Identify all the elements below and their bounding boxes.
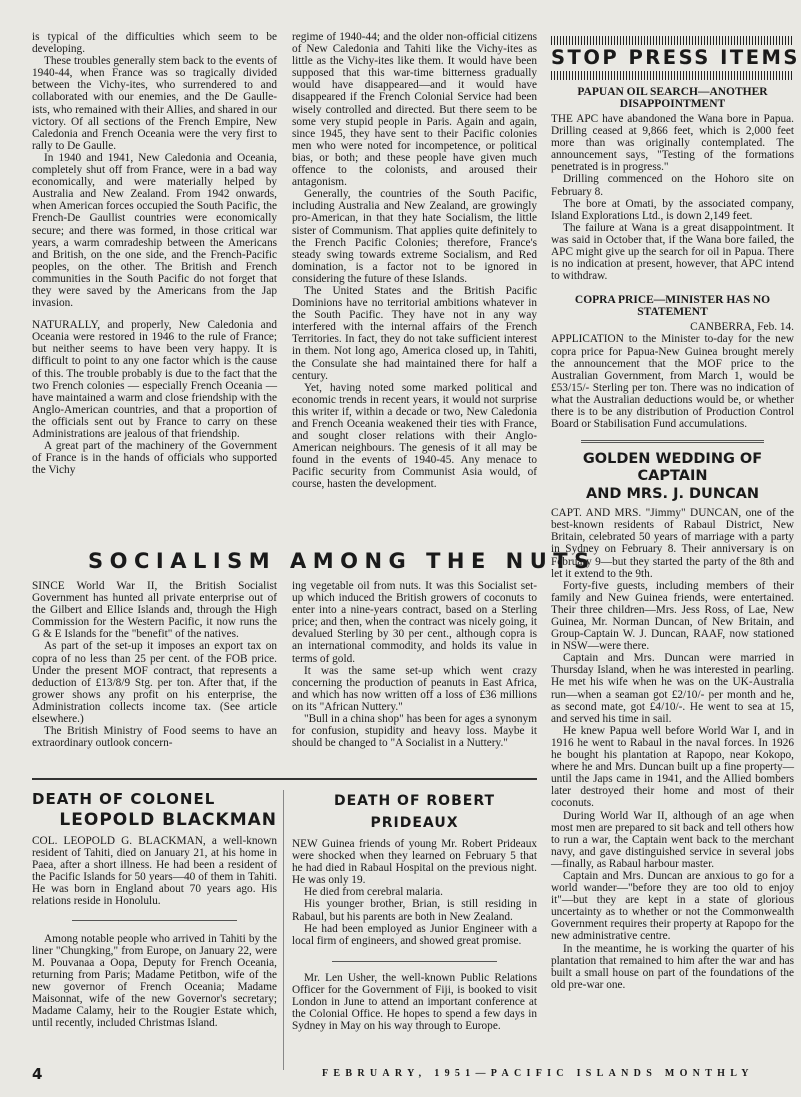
footer-text: FEBRUARY, 1951—PACIFIC ISLANDS MONTHLY: [322, 1068, 754, 1079]
paragraph: Forty-five guests, including members of their family and New Guinea friends, were entertained. Their three children—Mrs. Jess Ross, of Lae, New Guinea, Mr. Norman Duncan, of New Britain, and Group-Captain W. J. Duncan, RAAF, now stationed in NSW—were there.: [551, 579, 794, 653]
paragraph: NATURALLY, and properly, New Caledonia and Oceania were restored in 1946 to the rule of France; but neither seems to have been very happy. It is difficult to point to any one factor which is the cause of this. The trouble probably is due to the fact that the two French colonies — especially French Oceania — have maintained a warm and close friendship with the Anglo-American countries, and that a proportion of the officials sent out by France to carry on these Administrations are jealous of that friendship.: [32, 319, 277, 440]
oil-heading: PAPUAN OIL SEARCH—ANOTHER DISAPPOINTMENT: [577, 86, 768, 110]
socialism-col-1: [32, 580, 277, 749]
paragraph: As part of the set-up it imposes an export tax on copra of no less than 25 per cent. of the FOB price. Under the present MOF contract, that represents a deduction of £13/8/9 Stg. per ton. After that, if the grower shows any profit on his enterprise, the Administration collects income tax. (See article elsewhere.): [32, 640, 277, 726]
paragraph: ing vegetable oil from nuts. It was this Socialist set-up which induced the British growers of coconuts to enter into a nine-years contract, based on a Sterling price; and then, when the contract was nicely going, it devalued Sterling by 30 per cent., although copra is an international commodity, and holds its value in terms of gold.: [292, 580, 537, 665]
paragraph: THE APC have abandoned the Wana bore in Papua. Drilling ceased at 9,866 feet, which is 2,000 feet more than was originally contemplated. The announcement says, "Testing of the formations penetrated is in progress.": [551, 113, 794, 174]
paragraph: During World War II, although of an age when most men are prepared to sit back and tell others how to run a war, the Captain went back to the merchant navy, and gave distinguished service in several jobs—finally, as Rabaul harbour master.: [551, 809, 794, 870]
article-col-1: [32, 31, 277, 476]
divider: [581, 442, 764, 443]
paragraph: NEW Guinea friends of young Mr. Robert Prideaux were shocked when they learned on February 5 that he had died in Rabaul Hospital on the previous night. He was only 19.: [292, 838, 537, 887]
paragraph: The United States and the British Pacific Dominions have no territorial ambitions whatever in the South Pacific. They have not in any way interfered with the internal affairs of the French Territories. In fact, they do not take sufficient interest in them. Not long ago, America closed up, in Tahiti, the Consulate she had maintained there for half a century.: [292, 284, 537, 382]
decorative-hatch: [551, 36, 794, 45]
blackman-heading-2: LEOPOLD BLACKMAN: [59, 810, 277, 830]
paragraph: Yet, having noted some marked political and economic trends in recent years, it would not surprise this writer if, within a decade or two, New Caledonia and French Oceania weakened their ties with France, and sought closer relations with their Anglo-American neighbours. The genesis of it all may be found in the events of 1940-45. Any menace to Pacific security from Communist Asia would, of course, hasten the development.: [292, 381, 537, 491]
copra-heading: COPRA PRICE—MINISTER HAS NO STATEMENT: [574, 294, 771, 319]
paragraph: The British Ministry of Food seems to have an extraordinary outlook concern-: [32, 725, 277, 750]
prideaux-col: [292, 790, 537, 1032]
stop-press-title: STOP PRESS ITEMS: [551, 46, 800, 69]
divider: [332, 961, 497, 962]
paragraph: The failure at Wana is a great disappointment. It was said in October that, if the Wana bore failed, the APC might give up the search for oil in Papua. There is no indication at present, however, that APC intend to withdraw.: [551, 221, 794, 283]
divider: [581, 440, 764, 441]
paragraph: Among notable people who arrived in Tahiti by the liner "Chungking," from Europe, on January 22, were M. Pouvanaa a Oopa, Deputy for French Oceania, returning from Paris; Madame Petitbon, wife of the new governor of French Oceania; Madame Maisonnat, wife of the new Governor's secretary; Madame Calamy, heir to the Rougier Estate which, until recently, included Christmas Island.: [32, 932, 277, 1030]
paragraph: Captain and Mrs. Duncan were married in Thursday Island, when he was interested in pearling. He met his wife when he was on the UK-Australia run—when a seaman got £2/10/- per month and he, as second mate, got £4/10/-. He went to sea at 15, and served his time in sail.: [551, 652, 794, 725]
paragraph: SINCE World War II, the British Socialist Government has hunted all private enterprise out of the Gilbert and Ellice Islands and, through the High Commission for the Western Pacific, it now runs the G & E Islands for the "benefit" of the natives.: [32, 580, 277, 641]
page-number: 4: [32, 1065, 43, 1083]
socialism-heading: SOCIALISM AMONG THE NUTS: [88, 549, 596, 573]
paragraph: Generally, the countries of the South Pacific, including Australia and New Zealand, are growingly pro-American, in that they hate Socialism, the little sister of Communism. That applies quite definitely to the French Pacific Colonies; therefore, France's steady swing towards extreme Socialism, and Red domination, is a factor not to be ignored in considering the future of these Islands.: [292, 188, 537, 285]
socialism-col-2: [292, 580, 537, 749]
article-col-2: [292, 31, 537, 491]
paragraph: APPLICATION to the Minister to-day for the new copra price for Papua-New Guinea brought merely the announcement that the MOF price to the Australian Government, from March 1, would be £53/15/- Sterling per ton. There was no indication of what the Australian deductions would be, or whether there is to be any distribution of Production Control Board or Stabilisation Fund accumulations.: [551, 333, 794, 431]
paragraph: Captain and Mrs. Duncan are anxious to go for a world wander—"before they are too old to enjoy it"—but they are kept in a state of glorious uncertainty as to whether or not the Commonwealth Government requires their property at Rapopo for the new administrative centre.: [551, 869, 794, 943]
paragraph: CAPT. AND MRS. "Jimmy" DUNCAN, one of the best-known residents of Rabaul District, New Britain, celebrated 50 years of marriage with a party in Sydney on February 8. Their anniversary is on February 9—but they started the party of the 8th and let it extend to the 9th.: [551, 507, 794, 580]
paragraph: Drilling commenced on the Hohoro site on February 8.: [551, 173, 794, 198]
paragraph: These troubles generally stem back to the events of 1940-44, when France was so tragically divided between the Vichy-ites, who surrendered to and collaborated with our enemies, and the De Gaulle-ists, who remained with their Allies, and shared in our victory. Of all sections of the French Empire, New Caledonia and French Oceania were the very first to rally to De Gaulle.: [32, 55, 277, 152]
section-divider: [32, 778, 537, 780]
blackman-heading-1: DEATH OF COLONEL: [32, 790, 216, 808]
paragraph: is typical of the difficulties which seem to be developing.: [32, 31, 277, 56]
paragraph: He died from cerebral malaria.: [304, 886, 443, 899]
paragraph: Mr. Len Usher, the well-known Public Relations Officer for the Government of Fiji, is booked to visit London in June to attend an important conference at the Colonial Office. He hopes to spend a few days in Sydney in May on his way through to Europe.: [292, 971, 537, 1033]
paragraph: In the meantime, he is working the quarter of his plantation that remained to him after the war and has built a small house on part of the foundations of the old pre-war one.: [551, 942, 794, 991]
paragraph: "Bull in a china shop" has been for ages a synonym for confusion, stupidity and heavy loss. Maybe it should be changed to "A Socialist in a Nuttery.": [292, 713, 537, 750]
paragraph: He had been employed as Junior Engineer with a local firm of engineers, and showed great promise.: [292, 922, 537, 947]
paragraph: His younger brother, Brian, is still residing in Rabaul, but his parents are both in New Zealand.: [292, 898, 537, 923]
golden-heading-2: AND MRS. J. DUNCAN: [586, 486, 759, 503]
blackman-col: [32, 790, 277, 1029]
paragraph: COL. LEOPOLD G. BLACKMAN, a well-known resident of Tahiti, died on January 21, at his home in Paea, after a short illness. He had been a resident of the Pacific Islands for 50 years—40 of them in Tahiti. He was born in England about 70 years ago. His relations reside in Honolulu.: [32, 835, 277, 908]
dateline: CANBERRA, Feb. 14.: [690, 321, 794, 334]
paragraph: In 1940 and 1941, New Caledonia and Oceania, completely shut off from France, were in a bad way economically, and were materially helped by Australia and New Zealand. From 1942 onwards, when American forces occupied the South Pacific, the French-De Gaullist countries were economically secure; and there was formed, in those critical war years, a warm comradeship between the Americans and British, on the one side, and the French-Pacific peoples, on the other. The British and French communities in the South Pacific do not forget that they were saved by the Americans from the Jap invasion.: [32, 151, 277, 310]
golden-heading-1: GOLDEN WEDDING OF CAPTAIN: [582, 451, 763, 485]
paragraph: A great part of the machinery of the Government of France is in the hands of officials who supported the Vichy: [32, 440, 277, 477]
column-divider: [283, 790, 284, 1070]
paragraph: He knew Papua well before World War I, and in 1916 he went to Rabaul in the naval forces. In 1926 he bought his plantation at Rapopo, near Kokopo, where he and Mrs. Duncan built up a fine property—until the Japs came in 1941, and the Allied bombers later destroyed their home and most of their coconuts.: [551, 724, 794, 810]
divider: [72, 920, 237, 921]
paragraph: It was the same set-up which went crazy concerning the production of peanuts in East Africa, and which has now written off a loss of £36 millions on its "African Nuttery.": [292, 664, 537, 713]
paragraph: regime of 1940-44; and the older non-official citizens of New Caledonia and Tahiti like the Vichy-ites as little as the Vichy-ites like them. It would have been supposed that this war-time bitterness gradually would have disappeared—and it would have disappeared if the French Colonial Service had been wisely controlled and directed. But there seem to be some very stupid people in Paris. Again and again, since 1945, they have sent to their Pacific colonies men who were noted for incompetence, or political bias, or both; and these people have given much offence to the colonists, and aroused their antagonism.: [292, 31, 537, 189]
decorative-hatch: [551, 71, 794, 80]
right-col: [551, 36, 800, 991]
prideaux-heading: DEATH OF ROBERT PRIDEAUX: [333, 793, 496, 831]
paragraph: The bore at Omati, by the associated company, Island Explorations Ltd., is down 2,149 feet.: [551, 197, 794, 222]
